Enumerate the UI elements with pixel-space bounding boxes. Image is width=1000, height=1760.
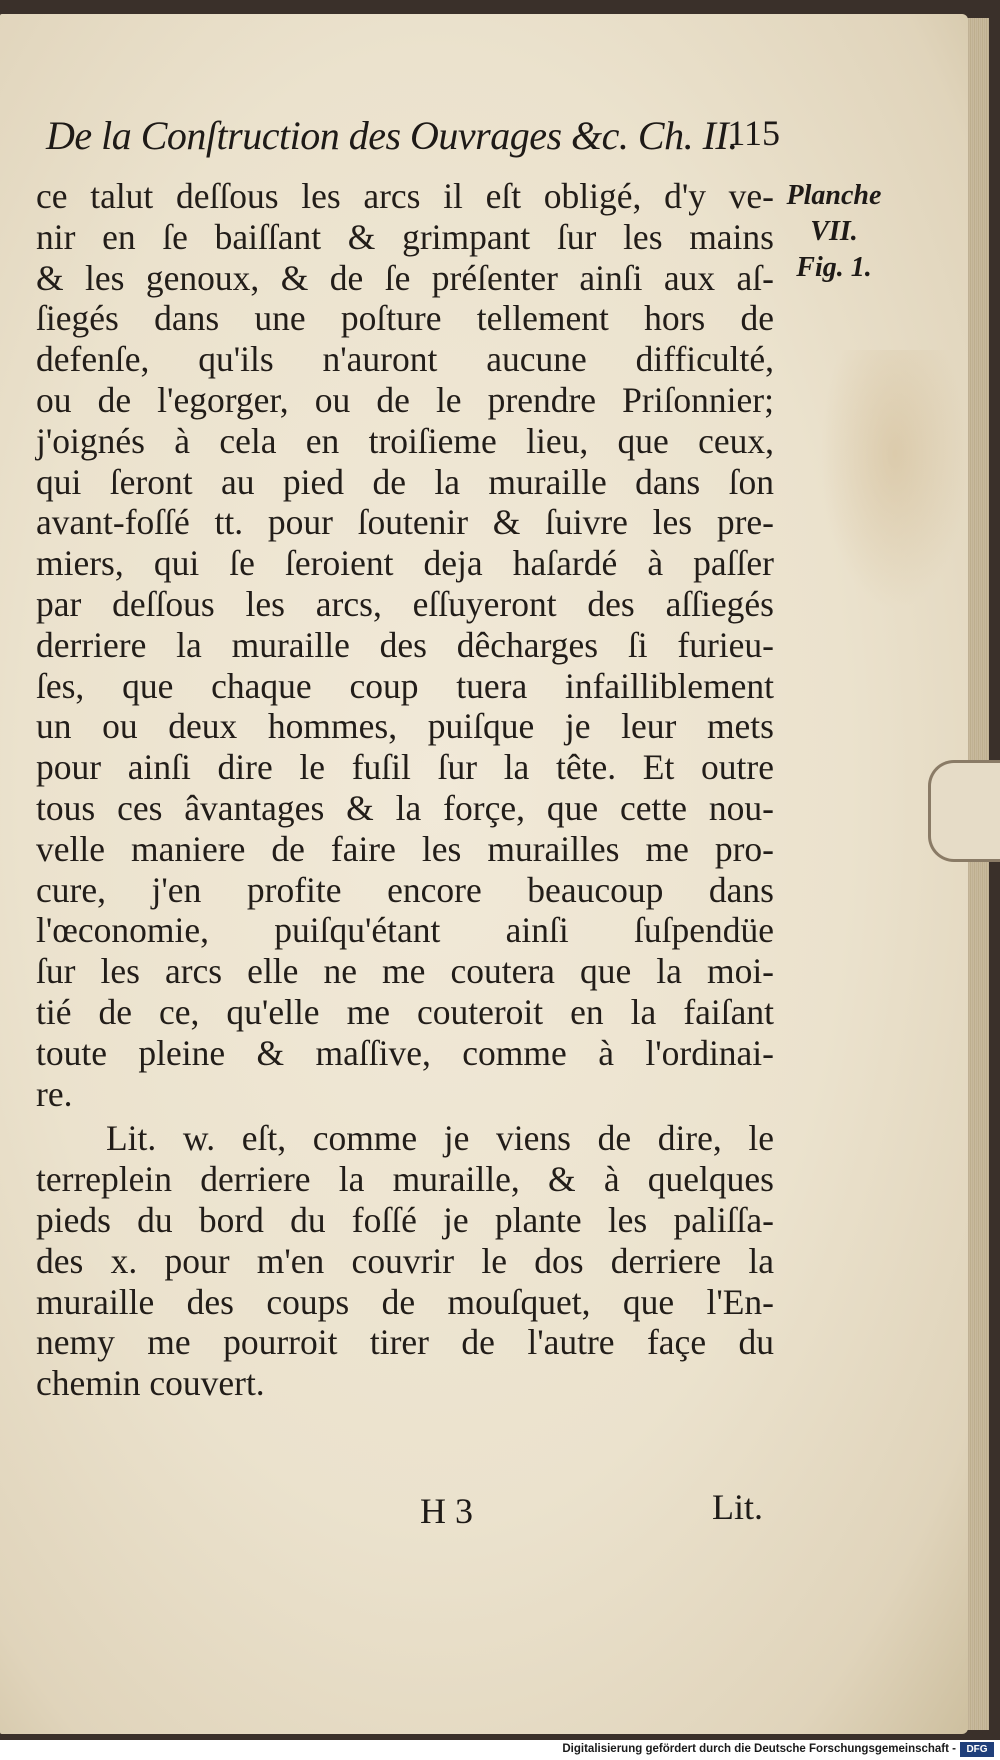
page-tab <box>928 760 1000 862</box>
body-text <box>36 176 774 1404</box>
text-line: ce talut deſſous les arcs il eſt obligé, d'y ve- <box>36 176 774 216</box>
marginal-note-plate: Planche <box>786 180 882 211</box>
paper-stain <box>820 350 970 610</box>
text-line: nir en ſe baiſſant & grimpant ſur les mains <box>36 216 774 257</box>
text-line: avant-foſſé tt. pour ſoutenir & ſuivre les pre- <box>36 502 774 543</box>
text-line: tié de ce, qu'elle me couteroit en la faiſant <box>36 991 774 1032</box>
text-line: toute pleine & maſſive, comme à l'ordinai- <box>36 1032 774 1073</box>
text-line: j'oignés à cela en troiſieme lieu, que ceux, <box>36 420 774 461</box>
text-line: Lit. w. eſt, comme je viens de dire, le <box>106 1118 774 1159</box>
text-line: defenſe, qu'ils n'auront aucune difficulté, <box>36 339 774 380</box>
text-line: ou de l'egorger, ou de le prendre Priſonnier; <box>36 379 774 420</box>
text-line: ſur les arcs elle ne me coutera que la moi- <box>36 951 774 992</box>
page-edges <box>965 18 989 1730</box>
text-line: terreplein derriere la muraille, & à quelques <box>36 1159 774 1200</box>
text-line: muraille des coups de mouſquet, que l'En- <box>36 1281 774 1322</box>
text-line: par deſſous les arcs, eſſuyeront des aſſiegés <box>36 583 774 624</box>
text-line: des x. pour m'en couvrir le dos derriere la <box>36 1240 774 1281</box>
text-line: cure, j'en profite encore beaucoup dans <box>36 869 774 910</box>
text-line: nemy me pourroit tirer de l'autre façe du <box>36 1322 774 1363</box>
text-line: velle maniere de faire les murailles me pro- <box>36 828 774 869</box>
marginal-note-figure: Fig. 1. <box>796 252 872 283</box>
text-line: chemin couvert. <box>36 1363 265 1404</box>
dfg-logo: DFG <box>960 1742 994 1757</box>
catchword: Lit. <box>712 1487 763 1527</box>
text-line: & les genoux, & de ſe préſenter ainſi aux aſ- <box>36 257 774 298</box>
text-line: pour ainſi dire le fuſil ſur la tête. Et outre <box>36 747 774 788</box>
text-line: ſes, que chaque coup tuera infailliblement <box>36 665 774 706</box>
text-line: qui ſeront au pied de la muraille dans ſon <box>36 461 774 502</box>
running-head: De la Conſtruction des Ouvrages &c. Ch. II. <box>46 113 738 158</box>
text-line: pieds du bord du foſſé je plante les paliſſa- <box>36 1199 774 1240</box>
text-line: tous ces âvantages & la forçe, que cette nou- <box>36 787 774 828</box>
text-line: miers, qui ſe ſeroient deja haſardé à paſſer <box>36 543 774 584</box>
signature-mark: H 3 <box>420 1491 473 1531</box>
footer-credit: Digitalisierung gefördert durch die Deutsche Forschungsgemeinschaft - <box>562 1743 956 1755</box>
page-number: 115 <box>727 113 780 153</box>
text-line: derriere la muraille des dêcharges ſi furieu- <box>36 624 774 665</box>
text-line: re. <box>36 1073 73 1114</box>
text-line: ſiegés dans une poſture tellement hors de <box>36 298 774 339</box>
marginal-note <box>784 178 884 286</box>
marginal-note-plate-number: VII. <box>810 216 858 247</box>
text-line: un ou deux hommes, puiſque je leur mets <box>36 706 774 747</box>
text-line: l'œconomie, puiſqu'étant ainſi ſuſpendüe <box>36 910 774 951</box>
